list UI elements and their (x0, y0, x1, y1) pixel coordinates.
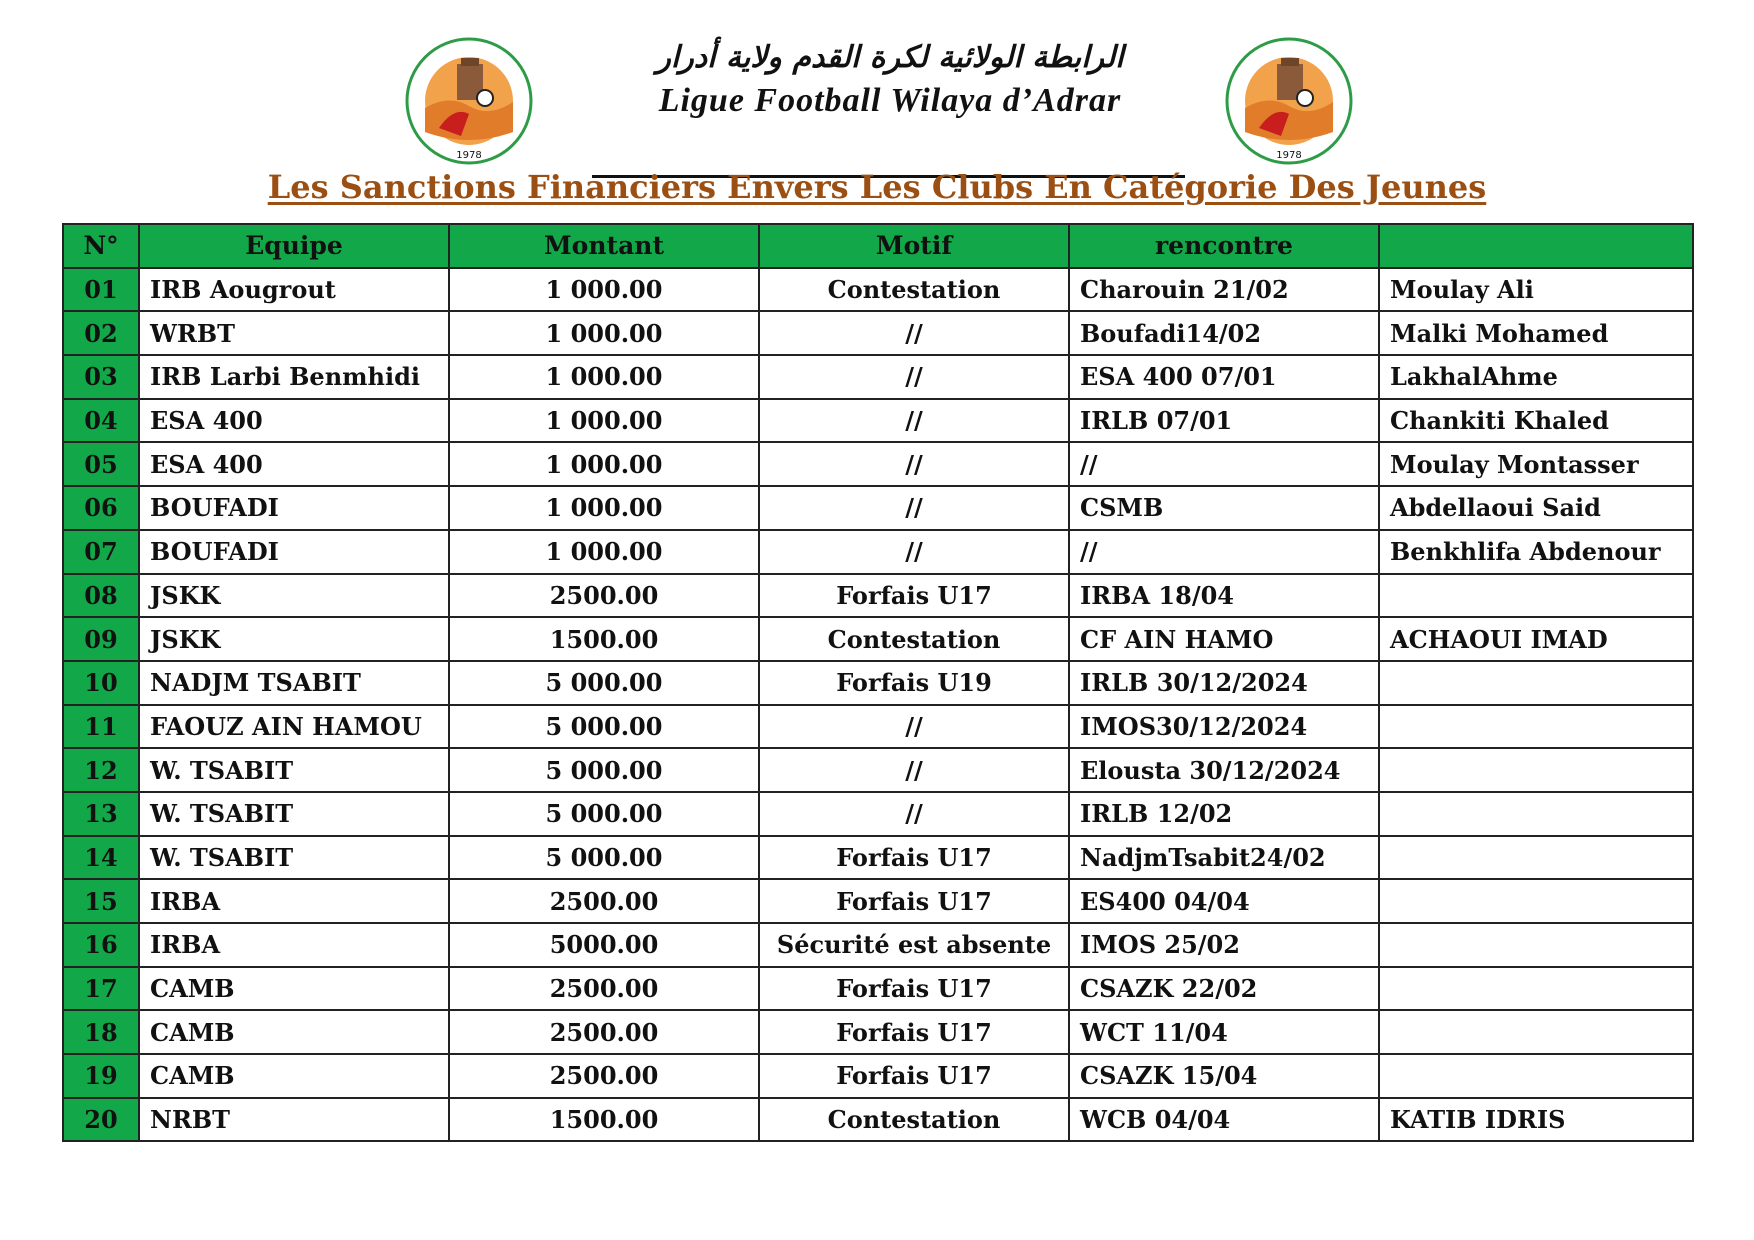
cell-montant: 1 000.00 (449, 399, 759, 443)
cell-num: 08 (63, 574, 139, 618)
cell-montant: 5 000.00 (449, 661, 759, 705)
cell-rencontre: CSAZK 22/02 (1069, 967, 1379, 1011)
cell-equipe: W. TSABIT (139, 792, 449, 836)
table-row (63, 1010, 1693, 1054)
cell-num: 05 (63, 442, 139, 486)
table-row (63, 617, 1693, 661)
latin-league-name: Ligue Football Wilaya d’Adrar (658, 82, 1122, 119)
league-title-block (595, 36, 1185, 120)
cell-num: 11 (63, 705, 139, 749)
cell-extra (1379, 923, 1693, 967)
cell-motif: Forfais U19 (759, 661, 1069, 705)
table-row (63, 661, 1693, 705)
cell-montant: 2500.00 (449, 1010, 759, 1054)
cell-num: 14 (63, 836, 139, 880)
cell-montant: 5 000.00 (449, 792, 759, 836)
cell-motif: // (759, 442, 1069, 486)
cell-motif: Forfais U17 (759, 574, 1069, 618)
cell-montant: 5 000.00 (449, 836, 759, 880)
cell-rencontre: IMOS 25/02 (1069, 923, 1379, 967)
sanctions-table (62, 223, 1694, 1142)
cell-equipe: JSKK (139, 617, 449, 661)
table-row (63, 748, 1693, 792)
cell-equipe: WRBT (139, 311, 449, 355)
cell-montant: 1 000.00 (449, 442, 759, 486)
cell-montant: 1 000.00 (449, 530, 759, 574)
table-row (63, 486, 1693, 530)
cell-montant: 2500.00 (449, 574, 759, 618)
cell-motif: Forfais U17 (759, 967, 1069, 1011)
cell-rencontre: IRLB 07/01 (1069, 399, 1379, 443)
page-header (0, 36, 1754, 166)
cell-equipe: JSKK (139, 574, 449, 618)
cell-rencontre: IRLB 30/12/2024 (1069, 661, 1379, 705)
cell-extra (1379, 574, 1693, 618)
cell-num: 06 (63, 486, 139, 530)
column-header-num: N° (63, 224, 139, 268)
cell-equipe: ESA 400 (139, 399, 449, 443)
cell-extra (1379, 748, 1693, 792)
cell-num: 02 (63, 311, 139, 355)
cell-equipe: IRBA (139, 879, 449, 923)
cell-motif: // (759, 399, 1069, 443)
cell-motif: // (759, 705, 1069, 749)
league-logo (1219, 36, 1359, 166)
cell-num: 09 (63, 617, 139, 661)
cell-extra: Moulay Ali (1379, 268, 1693, 312)
cell-motif: Sécurité est absente (759, 923, 1069, 967)
cell-num: 07 (63, 530, 139, 574)
table-row (63, 967, 1693, 1011)
table-row (63, 268, 1693, 312)
cell-equipe: CAMB (139, 1054, 449, 1098)
cell-extra: LakhalAhme (1379, 355, 1693, 399)
cell-num: 18 (63, 1010, 139, 1054)
document-title: Les Sanctions Financiers Envers Les Clubs En Catégorie Des Jeunes (267, 168, 1487, 206)
cell-num: 10 (63, 661, 139, 705)
cell-num: 04 (63, 399, 139, 443)
cell-rencontre: // (1069, 530, 1379, 574)
cell-num: 20 (63, 1098, 139, 1142)
svg-text:1978: 1978 (456, 150, 482, 161)
cell-montant: 5 000.00 (449, 748, 759, 792)
cell-rencontre: // (1069, 442, 1379, 486)
cell-motif: Contestation (759, 617, 1069, 661)
table-row (63, 355, 1693, 399)
cell-equipe: BOUFADI (139, 486, 449, 530)
cell-equipe: CAMB (139, 967, 449, 1011)
cell-extra: Malki Mohamed (1379, 311, 1693, 355)
cell-num: 17 (63, 967, 139, 1011)
cell-motif: // (759, 530, 1069, 574)
cell-motif: Forfais U17 (759, 1054, 1069, 1098)
cell-montant: 1 000.00 (449, 486, 759, 530)
cell-equipe: W. TSABIT (139, 836, 449, 880)
cell-rencontre: ESA 400 07/01 (1069, 355, 1379, 399)
table-row (63, 705, 1693, 749)
cell-rencontre: Charouin 21/02 (1069, 268, 1379, 312)
cell-num: 01 (63, 268, 139, 312)
cell-extra: Abdellaoui Said (1379, 486, 1693, 530)
cell-extra: ACHAOUI IMAD (1379, 617, 1693, 661)
cell-num: 16 (63, 923, 139, 967)
arabic-league-name: الرابطة الولائية لكرة القدم ولاية أدرار (656, 40, 1124, 75)
cell-extra: KATIB IDRIS (1379, 1098, 1693, 1142)
cell-extra (1379, 1010, 1693, 1054)
table-row (63, 879, 1693, 923)
cell-extra (1379, 1054, 1693, 1098)
cell-extra (1379, 879, 1693, 923)
cell-motif: // (759, 792, 1069, 836)
table-row (63, 530, 1693, 574)
cell-motif: Forfais U17 (759, 1010, 1069, 1054)
cell-extra: Moulay Montasser (1379, 442, 1693, 486)
cell-rencontre: CF AIN HAMO (1069, 617, 1379, 661)
table-row (63, 792, 1693, 836)
table-row (63, 836, 1693, 880)
cell-montant: 5000.00 (449, 923, 759, 967)
cell-equipe: IRB Larbi Benmhidi (139, 355, 449, 399)
cell-rencontre: Boufadi14/02 (1069, 311, 1379, 355)
table-row (63, 442, 1693, 486)
cell-rencontre: CSAZK 15/04 (1069, 1054, 1379, 1098)
table-row (63, 574, 1693, 618)
cell-num: 13 (63, 792, 139, 836)
column-header-motif: Motif (759, 224, 1069, 268)
cell-rencontre: NadjmTsabit24/02 (1069, 836, 1379, 880)
column-header-extra (1379, 224, 1693, 268)
table-row (63, 1054, 1693, 1098)
cell-equipe: FAOUZ AIN HAMOU (139, 705, 449, 749)
cell-motif: Forfais U17 (759, 879, 1069, 923)
table-header-row (63, 224, 1693, 268)
cell-num: 15 (63, 879, 139, 923)
league-logo (399, 36, 539, 166)
table-row (63, 311, 1693, 355)
cell-montant: 1 000.00 (449, 311, 759, 355)
cell-rencontre: WCB 04/04 (1069, 1098, 1379, 1142)
cell-num: 19 (63, 1054, 139, 1098)
cell-equipe: ESA 400 (139, 442, 449, 486)
cell-equipe: BOUFADI (139, 530, 449, 574)
cell-extra (1379, 792, 1693, 836)
cell-motif: Forfais U17 (759, 836, 1069, 880)
cell-rencontre: Elousta 30/12/2024 (1069, 748, 1379, 792)
cell-extra (1379, 836, 1693, 880)
cell-motif: // (759, 486, 1069, 530)
cell-extra (1379, 661, 1693, 705)
cell-montant: 1500.00 (449, 1098, 759, 1142)
cell-extra (1379, 967, 1693, 1011)
cell-montant: 2500.00 (449, 879, 759, 923)
cell-rencontre: IRBA 18/04 (1069, 574, 1379, 618)
table-row (63, 923, 1693, 967)
cell-rencontre: WCT 11/04 (1069, 1010, 1379, 1054)
cell-montant: 1500.00 (449, 617, 759, 661)
cell-equipe: NRBT (139, 1098, 449, 1142)
table-row (63, 399, 1693, 443)
column-header-rencontre: rencontre (1069, 224, 1379, 268)
cell-montant: 2500.00 (449, 1054, 759, 1098)
table-row (63, 1098, 1693, 1142)
cell-extra: Chankiti Khaled (1379, 399, 1693, 443)
cell-equipe: CAMB (139, 1010, 449, 1054)
cell-equipe: NADJM TSABIT (139, 661, 449, 705)
cell-motif: Contestation (759, 268, 1069, 312)
cell-rencontre: IRLB 12/02 (1069, 792, 1379, 836)
column-header-montant: Montant (449, 224, 759, 268)
cell-motif: // (759, 748, 1069, 792)
cell-rencontre: CSMB (1069, 486, 1379, 530)
cell-equipe: W. TSABIT (139, 748, 449, 792)
svg-text:1978: 1978 (1276, 150, 1302, 161)
cell-motif: // (759, 355, 1069, 399)
cell-montant: 1 000.00 (449, 268, 759, 312)
cell-motif: Contestation (759, 1098, 1069, 1142)
column-header-equipe: Equipe (139, 224, 449, 268)
cell-rencontre: ES400 04/04 (1069, 879, 1379, 923)
cell-montant: 5 000.00 (449, 705, 759, 749)
cell-equipe: IRB Aougrout (139, 268, 449, 312)
cell-equipe: IRBA (139, 923, 449, 967)
cell-montant: 2500.00 (449, 967, 759, 1011)
cell-motif: // (759, 311, 1069, 355)
cell-num: 03 (63, 355, 139, 399)
cell-extra: Benkhlifa Abdenour (1379, 530, 1693, 574)
cell-num: 12 (63, 748, 139, 792)
cell-rencontre: IMOS30/12/2024 (1069, 705, 1379, 749)
cell-extra (1379, 705, 1693, 749)
cell-montant: 1 000.00 (449, 355, 759, 399)
